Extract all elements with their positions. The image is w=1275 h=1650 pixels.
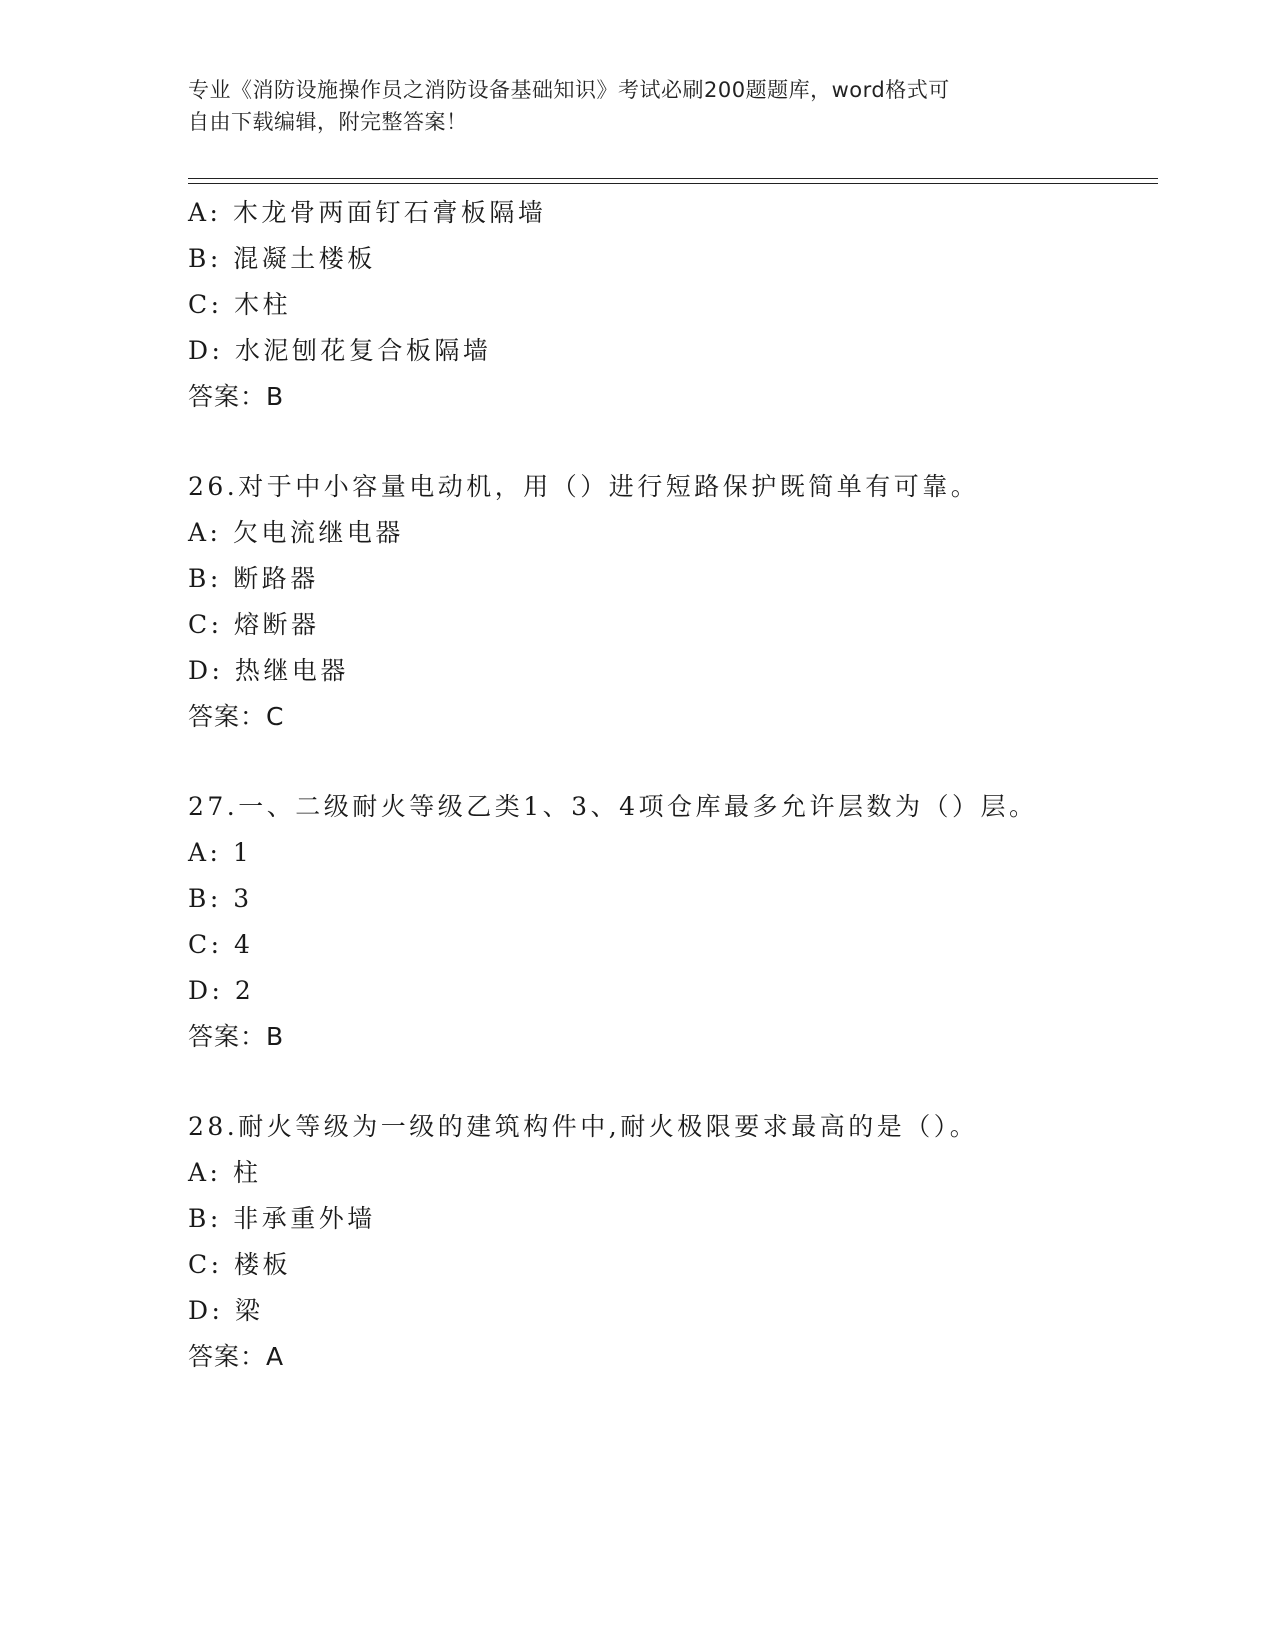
option-b: B: 3 bbox=[188, 884, 253, 913]
option-d: D: 热继电器 bbox=[188, 656, 349, 685]
option-d: D: 水泥刨花复合板隔墙 bbox=[188, 336, 492, 365]
question-text: 28.耐火等级为一级的建筑构件中,耐火极限要求最高的是（）。 bbox=[188, 1112, 979, 1141]
answer: 答案：B bbox=[188, 382, 285, 411]
option-d: D: 2 bbox=[188, 976, 255, 1005]
option-a: A: 1 bbox=[188, 838, 253, 867]
question-27 bbox=[188, 784, 1158, 1060]
option-b: B: 断路器 bbox=[188, 564, 319, 593]
option-a: A: 欠电流继电器 bbox=[188, 518, 404, 547]
option-a: A: 木龙骨两面钉石膏板隔墙 bbox=[188, 198, 547, 227]
option-b: B: 非承重外墙 bbox=[188, 1204, 376, 1233]
header-divider-bottom bbox=[188, 183, 1158, 184]
question-26 bbox=[188, 464, 1158, 740]
answer: 答案：B bbox=[188, 1022, 285, 1051]
option-c: C: 楼板 bbox=[188, 1250, 291, 1279]
document-header bbox=[188, 74, 1088, 138]
option-d: D: 梁 bbox=[188, 1296, 264, 1325]
question-text: 27.一、二级耐火等级乙类1、3、4项仓库最多允许层数为（）层。 bbox=[188, 792, 1038, 821]
question-28 bbox=[188, 1104, 1158, 1380]
option-c: C: 熔断器 bbox=[188, 610, 320, 639]
answer: 答案：C bbox=[188, 702, 285, 731]
option-a: A: 柱 bbox=[188, 1158, 262, 1187]
question-25 bbox=[188, 190, 1158, 420]
option-b: B: 混凝土楼板 bbox=[188, 244, 376, 273]
question-text: 26.对于中小容量电动机，用（）进行短路保护既简单有可靠。 bbox=[188, 472, 980, 501]
option-c: C: 木柱 bbox=[188, 290, 291, 319]
option-c: C: 4 bbox=[188, 930, 254, 959]
header-line-2: 自由下载编辑，附完整答案！ bbox=[188, 110, 468, 134]
question-list bbox=[188, 190, 1158, 1380]
answer: 答案：A bbox=[188, 1342, 285, 1371]
header-divider-top bbox=[188, 178, 1158, 179]
header-line-1: 专业《消防设施操作员之消防设备基础知识》考试必刷200题题库，word格式可 bbox=[188, 78, 950, 102]
